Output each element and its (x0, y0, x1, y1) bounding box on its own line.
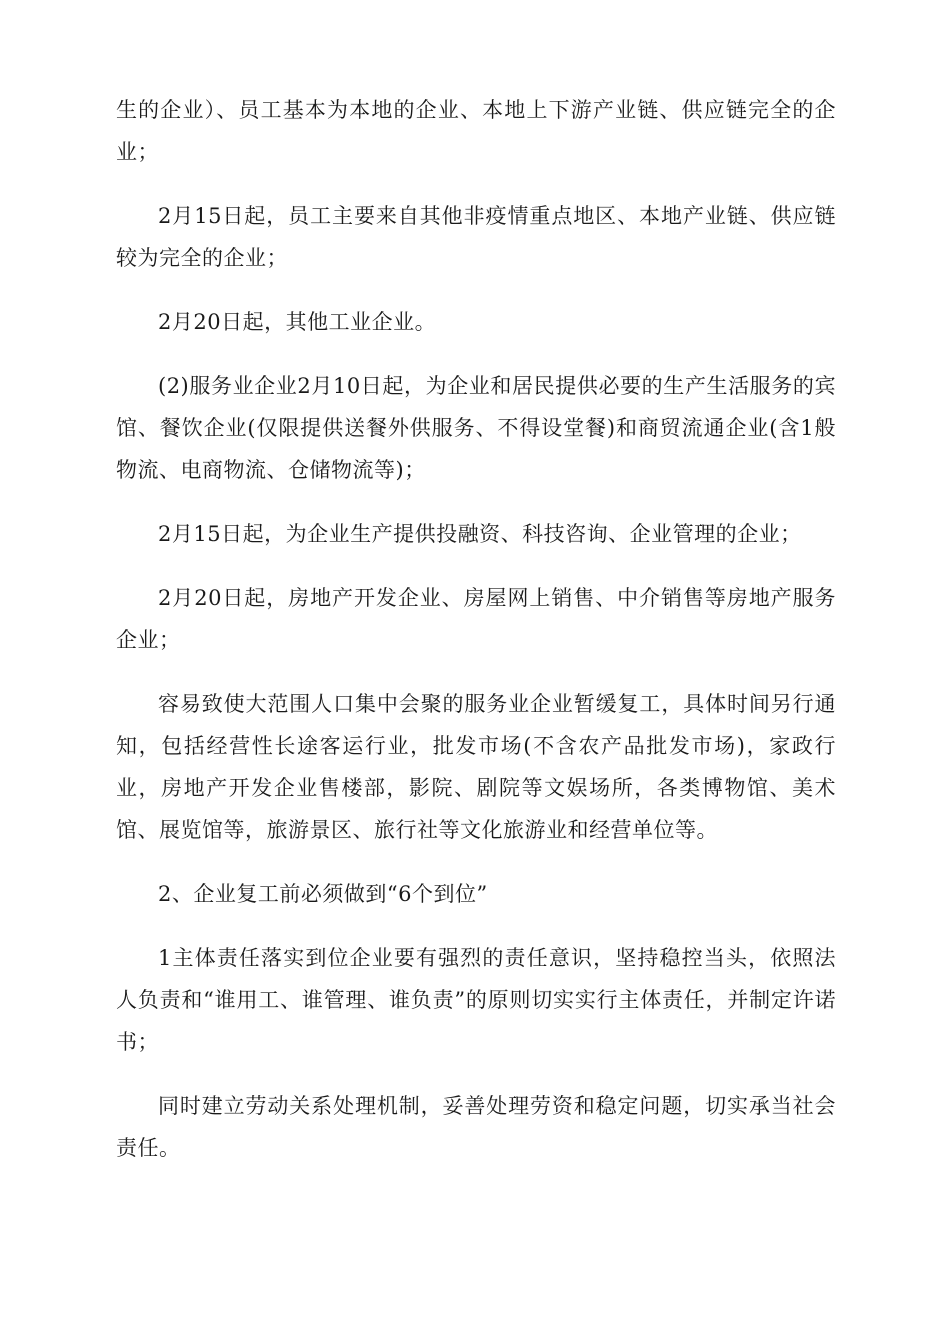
paragraph-7: 容易致使大范围人口集中会聚的服务业企业暂缓复工，具体时间另行通知，包括经营性长途客运行业，批发市场(不含农产品批发市场)，家政行业，房地产开发企业售楼部，影院、剧院等文娱场所，各类博物馆、美术馆、展览馆等，旅游景区、旅行社等文化旅游业和经营单位等。 (116, 692, 836, 842)
document-body (116, 89, 836, 1191)
section-heading-6-requirements: 2、企业复工前必须做到“6个到位” (158, 882, 488, 906)
paragraph-1: 生的企业）、员工基本为本地的企业、本地上下游产业链、供应链完全的企业； (116, 98, 836, 164)
paragraph-6: 2月20日起，房地产开发企业、房屋网上销售、中介销售等房地产服务企业； (116, 586, 836, 652)
paragraph-5: 2月15日起，为企业生产提供投融资、科技咨询、企业管理的企业； (158, 522, 802, 546)
paragraph-2: 2月15日起，员工主要来自其他非疫情重点地区、本地产业链、供应链较为完全的企业； (116, 204, 836, 270)
paragraph-9: 1主体责任落实到位企业要有强烈的责任意识，坚持稳控当头，依照法人负责和“谁用工、谁管理、谁负责”的原则切实实行主体责任，并制定许诺书； (116, 946, 836, 1054)
paragraph-10: 同时建立劳动关系处理机制，妥善处理劳资和稳定问题，切实承当社会责任。 (116, 1094, 836, 1160)
paragraph-3: 2月20日起，其他工业企业。 (158, 310, 437, 334)
paragraph-4: (2)服务业企业2月10日起，为企业和居民提供必要的生产生活服务的宾馆、餐饮企业(仅限提供送餐外供服务、不得设堂餐)和商贸流通企业(含1般物流、电商物流、仓储物流等)； (116, 374, 836, 482)
